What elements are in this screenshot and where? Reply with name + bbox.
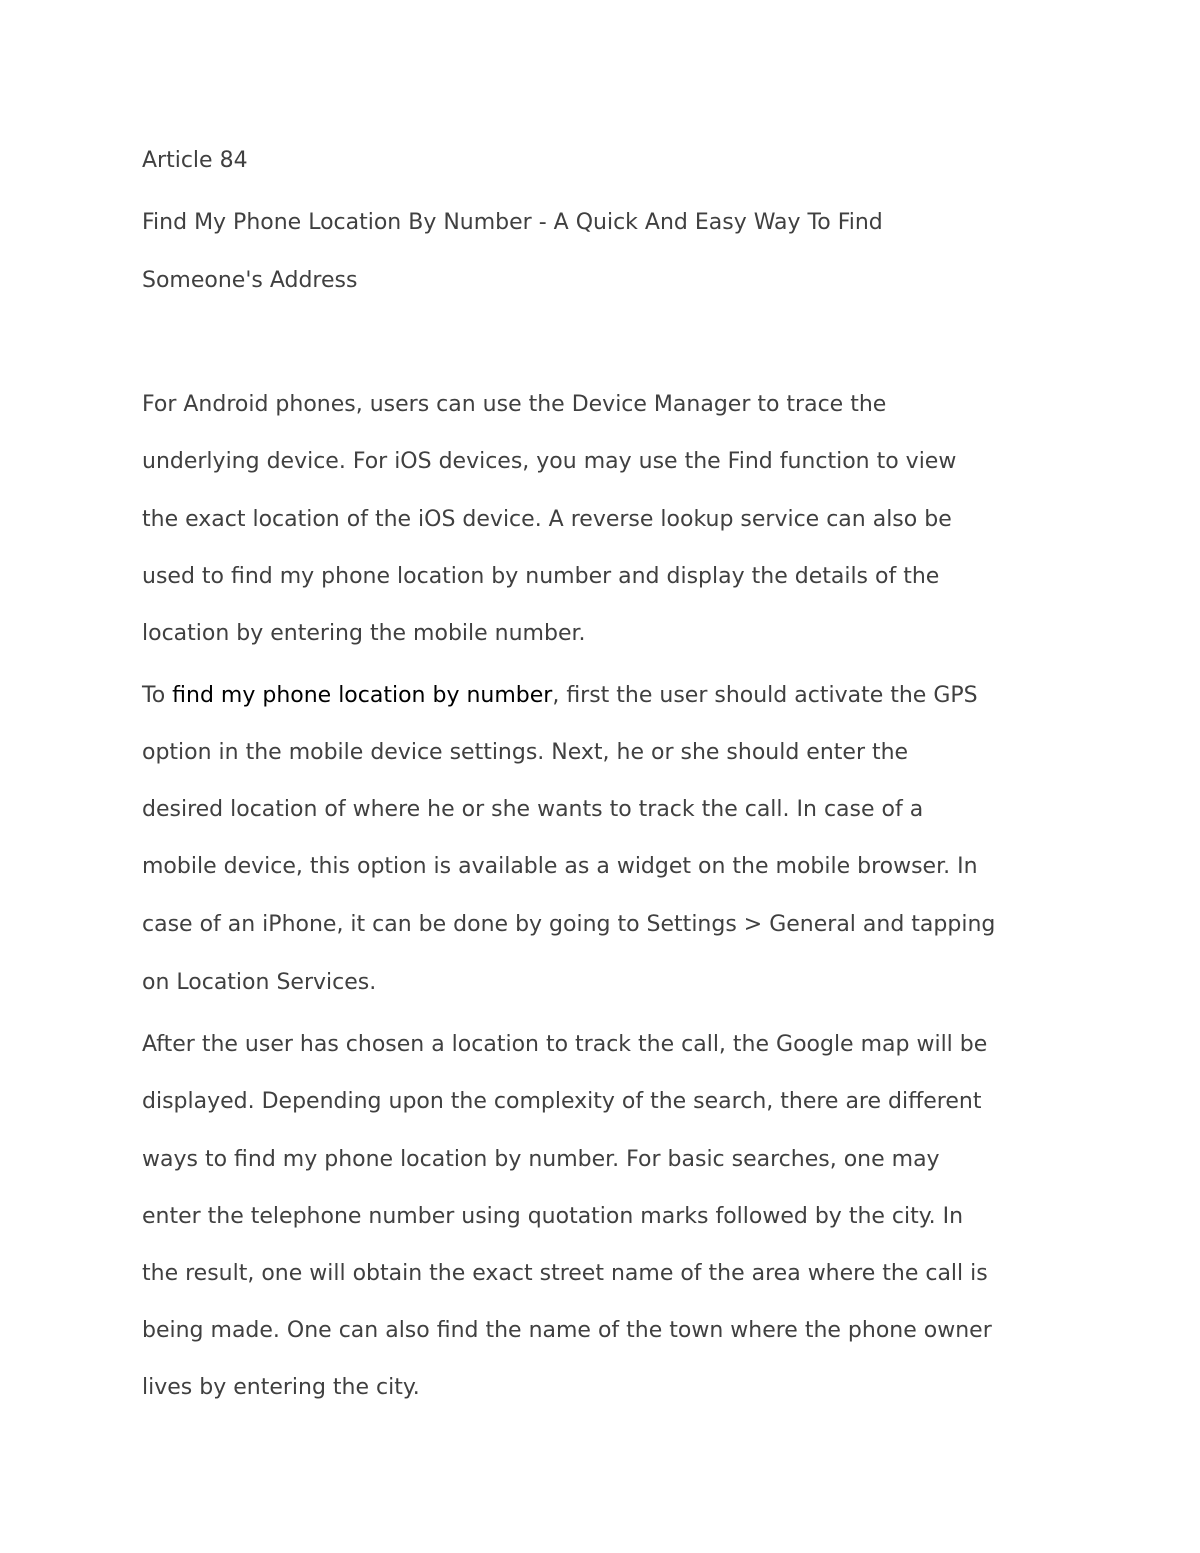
- paragraph-2-line: case of an iPhone, it can be done by going to Settings > General and tapping: [142, 912, 996, 937]
- paragraph-1-line: the exact location of the iOS device. A reverse lookup service can also be: [142, 507, 952, 532]
- paragraph-1-line: location by entering the mobile number.: [142, 621, 586, 646]
- paragraph-3-line: displayed. Depending upon the complexity of the search, there are different: [142, 1089, 982, 1114]
- title-line-1: Find My Phone Location By Number - A Quick And Easy Way To Find: [142, 210, 883, 235]
- title-line-2: Someone's Address: [142, 268, 358, 293]
- paragraph-2-line: [142, 681, 978, 711]
- paragraph-1-line: used to find my phone location by number and display the details of the: [142, 564, 940, 589]
- paragraph-2-line: desired location of where he or she wants to track the call. In case of a: [142, 797, 924, 822]
- article-label: Article 84: [142, 148, 248, 173]
- paragraph-3-line: lives by entering the city.: [142, 1375, 420, 1400]
- paragraph-2-suffix: , first the user should activate the GPS: [552, 683, 978, 708]
- paragraph-2-line: mobile device, this option is available as a widget on the mobile browser. In: [142, 854, 978, 879]
- paragraph-3-line: After the user has chosen a location to track the call, the Google map will be: [142, 1032, 988, 1057]
- find-my-phone-link[interactable]: find my phone location by number: [172, 683, 553, 708]
- paragraph-3-line: enter the telephone number using quotation marks followed by the city. In: [142, 1204, 964, 1229]
- paragraph-1-line: For Android phones, users can use the Device Manager to trace the: [142, 392, 887, 417]
- paragraph-2-line: option in the mobile device settings. Next, he or she should enter the: [142, 740, 909, 765]
- paragraph-1-line: underlying device. For iOS devices, you may use the Find function to view: [142, 449, 957, 474]
- paragraph-3-line: ways to find my phone location by number. For basic searches, one may: [142, 1147, 940, 1172]
- paragraph-2-line: on Location Services.: [142, 970, 377, 995]
- paragraph-2-prefix: To: [142, 683, 173, 708]
- paragraph-3-line: being made. One can also find the name of the town where the phone owner: [142, 1318, 992, 1343]
- paragraph-3-line: the result, one will obtain the exact street name of the area where the call is: [142, 1261, 988, 1286]
